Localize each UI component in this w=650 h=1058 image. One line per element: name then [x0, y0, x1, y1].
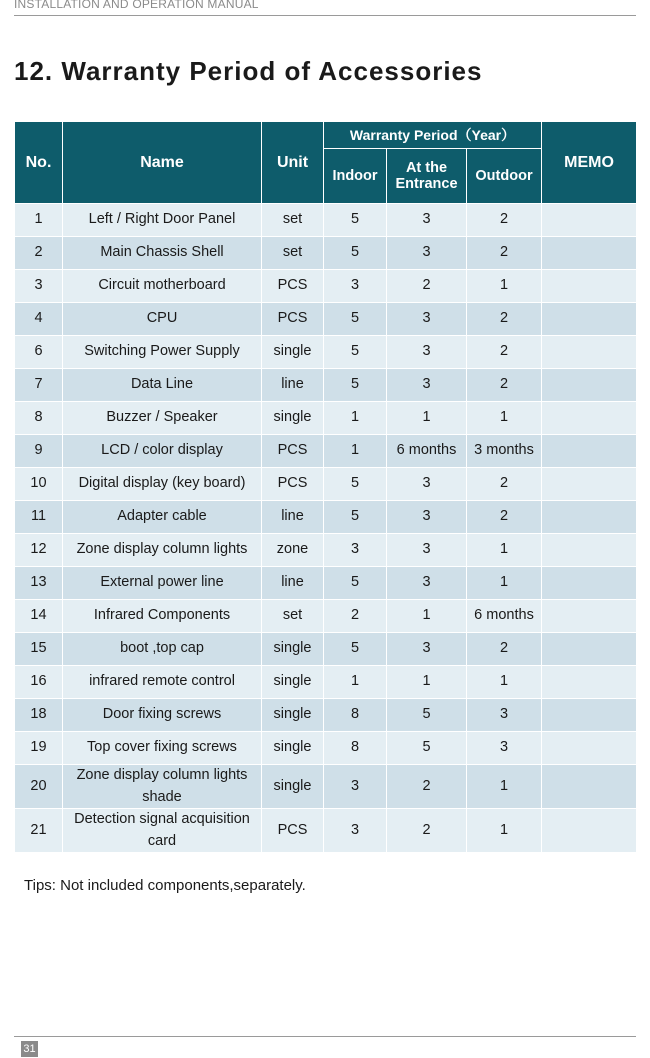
cell-entrance: 3 — [387, 303, 467, 336]
cell-no: 1 — [15, 204, 63, 237]
cell-unit: PCS — [262, 303, 324, 336]
cell-indoor: 1 — [324, 402, 387, 435]
cell-no: 7 — [15, 369, 63, 402]
cell-entrance: 3 — [387, 633, 467, 666]
page-title: 12. Warranty Period of Accessories — [14, 56, 483, 86]
cell-indoor: 3 — [324, 809, 387, 853]
cell-unit: single — [262, 666, 324, 699]
table-row — [15, 809, 637, 853]
page-number: 31 — [21, 1041, 38, 1057]
cell-indoor: 5 — [324, 204, 387, 237]
cell-outdoor: 3 — [467, 732, 542, 765]
header-unit: Unit — [262, 122, 324, 204]
cell-memo — [542, 809, 637, 853]
cell-entrance: 3 — [387, 204, 467, 237]
cell-no: 18 — [15, 699, 63, 732]
cell-outdoor: 2 — [467, 336, 542, 369]
cell-no: 21 — [15, 809, 63, 853]
header-entrance: At the Entrance — [387, 149, 467, 204]
cell-memo — [542, 600, 637, 633]
table-row — [15, 633, 637, 666]
cell-outdoor: 1 — [467, 765, 542, 809]
table-row — [15, 732, 637, 765]
cell-memo — [542, 468, 637, 501]
cell-no: 14 — [15, 600, 63, 633]
cell-memo — [542, 270, 637, 303]
cell-name: Switching Power Supply — [63, 336, 262, 369]
cell-entrance: 1 — [387, 402, 467, 435]
cell-entrance: 5 — [387, 699, 467, 732]
cell-no: 19 — [15, 732, 63, 765]
cell-outdoor: 2 — [467, 633, 542, 666]
cell-memo — [542, 303, 637, 336]
cell-indoor: 5 — [324, 303, 387, 336]
cell-unit: single — [262, 699, 324, 732]
cell-outdoor: 1 — [467, 534, 542, 567]
cell-no: 8 — [15, 402, 63, 435]
cell-memo — [542, 501, 637, 534]
cell-unit: single — [262, 732, 324, 765]
cell-memo — [542, 666, 637, 699]
footer-divider — [14, 1036, 636, 1037]
cell-no: 9 — [15, 435, 63, 468]
cell-entrance: 2 — [387, 765, 467, 809]
cell-memo — [542, 402, 637, 435]
cell-indoor: 5 — [324, 501, 387, 534]
cell-outdoor: 2 — [467, 501, 542, 534]
cell-indoor: 1 — [324, 666, 387, 699]
warranty-table — [14, 121, 637, 853]
cell-no: 20 — [15, 765, 63, 809]
cell-outdoor: 1 — [467, 270, 542, 303]
cell-unit: zone — [262, 534, 324, 567]
cell-name: CPU — [63, 303, 262, 336]
cell-name: Digital display (key board) — [63, 468, 262, 501]
cell-outdoor: 1 — [467, 402, 542, 435]
cell-unit: PCS — [262, 809, 324, 853]
table-row — [15, 534, 637, 567]
cell-name: Adapter cable — [63, 501, 262, 534]
cell-unit: set — [262, 237, 324, 270]
cell-memo — [542, 567, 637, 600]
cell-memo — [542, 204, 637, 237]
cell-outdoor: 1 — [467, 567, 542, 600]
cell-no: 2 — [15, 237, 63, 270]
table-row — [15, 567, 637, 600]
cell-unit: single — [262, 336, 324, 369]
cell-entrance: 2 — [387, 809, 467, 853]
cell-no: 11 — [15, 501, 63, 534]
header-warranty-period: Warranty Period（Year） — [324, 122, 542, 149]
cell-name: Zone display column lights shade — [63, 765, 262, 809]
header-divider — [14, 15, 636, 16]
cell-name: External power line — [63, 567, 262, 600]
header-indoor: Indoor — [324, 149, 387, 204]
cell-name: Left / Right Door Panel — [63, 204, 262, 237]
cell-entrance: 6 months — [387, 435, 467, 468]
cell-entrance: 5 — [387, 732, 467, 765]
cell-entrance: 3 — [387, 369, 467, 402]
cell-unit: PCS — [262, 270, 324, 303]
cell-memo — [542, 633, 637, 666]
cell-unit: line — [262, 501, 324, 534]
cell-memo — [542, 435, 637, 468]
cell-name: Buzzer / Speaker — [63, 402, 262, 435]
cell-no: 12 — [15, 534, 63, 567]
cell-outdoor: 1 — [467, 809, 542, 853]
cell-name: Detection signal acquisition card — [63, 809, 262, 853]
cell-unit: PCS — [262, 435, 324, 468]
cell-indoor: 1 — [324, 435, 387, 468]
cell-indoor: 3 — [324, 765, 387, 809]
cell-name: Top cover fixing screws — [63, 732, 262, 765]
cell-indoor: 5 — [324, 633, 387, 666]
table-row — [15, 402, 637, 435]
cell-indoor: 5 — [324, 567, 387, 600]
cell-memo — [542, 237, 637, 270]
cell-unit: line — [262, 369, 324, 402]
cell-name: infrared remote control — [63, 666, 262, 699]
table-row — [15, 600, 637, 633]
cell-no: 3 — [15, 270, 63, 303]
cell-memo — [542, 765, 637, 809]
cell-entrance: 3 — [387, 501, 467, 534]
table-row — [15, 501, 637, 534]
cell-outdoor: 2 — [467, 204, 542, 237]
cell-indoor: 8 — [324, 732, 387, 765]
header-memo: MEMO — [542, 122, 637, 204]
cell-name: Door fixing screws — [63, 699, 262, 732]
cell-no: 15 — [15, 633, 63, 666]
cell-entrance: 3 — [387, 567, 467, 600]
cell-memo — [542, 369, 637, 402]
table-row — [15, 666, 637, 699]
cell-unit: single — [262, 765, 324, 809]
cell-unit: single — [262, 402, 324, 435]
table-row — [15, 765, 637, 809]
cell-name: Zone display column lights — [63, 534, 262, 567]
cell-indoor: 5 — [324, 336, 387, 369]
table-row — [15, 369, 637, 402]
cell-entrance: 3 — [387, 468, 467, 501]
cell-outdoor: 3 months — [467, 435, 542, 468]
cell-no: 16 — [15, 666, 63, 699]
cell-name: Main Chassis Shell — [63, 237, 262, 270]
cell-entrance: 2 — [387, 270, 467, 303]
running-header: INSTALLATION AND OPERATION MANUAL — [14, 0, 259, 11]
cell-memo — [542, 534, 637, 567]
cell-outdoor: 2 — [467, 369, 542, 402]
cell-indoor: 8 — [324, 699, 387, 732]
table-row — [15, 435, 637, 468]
cell-name: Data Line — [63, 369, 262, 402]
cell-indoor: 3 — [324, 534, 387, 567]
table-row — [15, 237, 637, 270]
cell-entrance: 3 — [387, 237, 467, 270]
cell-no: 4 — [15, 303, 63, 336]
cell-indoor: 5 — [324, 369, 387, 402]
cell-entrance: 1 — [387, 666, 467, 699]
cell-outdoor: 3 — [467, 699, 542, 732]
cell-unit: set — [262, 204, 324, 237]
cell-memo — [542, 732, 637, 765]
cell-outdoor: 2 — [467, 237, 542, 270]
cell-outdoor: 1 — [467, 666, 542, 699]
cell-unit: line — [262, 567, 324, 600]
cell-unit: single — [262, 633, 324, 666]
cell-no: 13 — [15, 567, 63, 600]
header-name: Name — [63, 122, 262, 204]
header-no: No. — [15, 122, 63, 204]
cell-name: boot ,top cap — [63, 633, 262, 666]
cell-entrance: 1 — [387, 600, 467, 633]
cell-outdoor: 2 — [467, 468, 542, 501]
cell-entrance: 3 — [387, 534, 467, 567]
cell-memo — [542, 336, 637, 369]
header-outdoor: Outdoor — [467, 149, 542, 204]
table-row — [15, 699, 637, 732]
table-row — [15, 303, 637, 336]
cell-no: 10 — [15, 468, 63, 501]
cell-no: 6 — [15, 336, 63, 369]
tips-note: Tips: Not included components,separately. — [24, 877, 306, 894]
cell-memo — [542, 699, 637, 732]
table-row — [15, 204, 637, 237]
cell-name: LCD / color display — [63, 435, 262, 468]
cell-indoor: 2 — [324, 600, 387, 633]
cell-indoor: 5 — [324, 468, 387, 501]
cell-name: Circuit motherboard — [63, 270, 262, 303]
table-row — [15, 270, 637, 303]
cell-name: Infrared Components — [63, 600, 262, 633]
cell-outdoor: 6 months — [467, 600, 542, 633]
cell-unit: set — [262, 600, 324, 633]
cell-unit: PCS — [262, 468, 324, 501]
cell-indoor: 5 — [324, 237, 387, 270]
table-row — [15, 336, 637, 369]
cell-indoor: 3 — [324, 270, 387, 303]
table-row — [15, 468, 637, 501]
cell-entrance: 3 — [387, 336, 467, 369]
cell-outdoor: 2 — [467, 303, 542, 336]
